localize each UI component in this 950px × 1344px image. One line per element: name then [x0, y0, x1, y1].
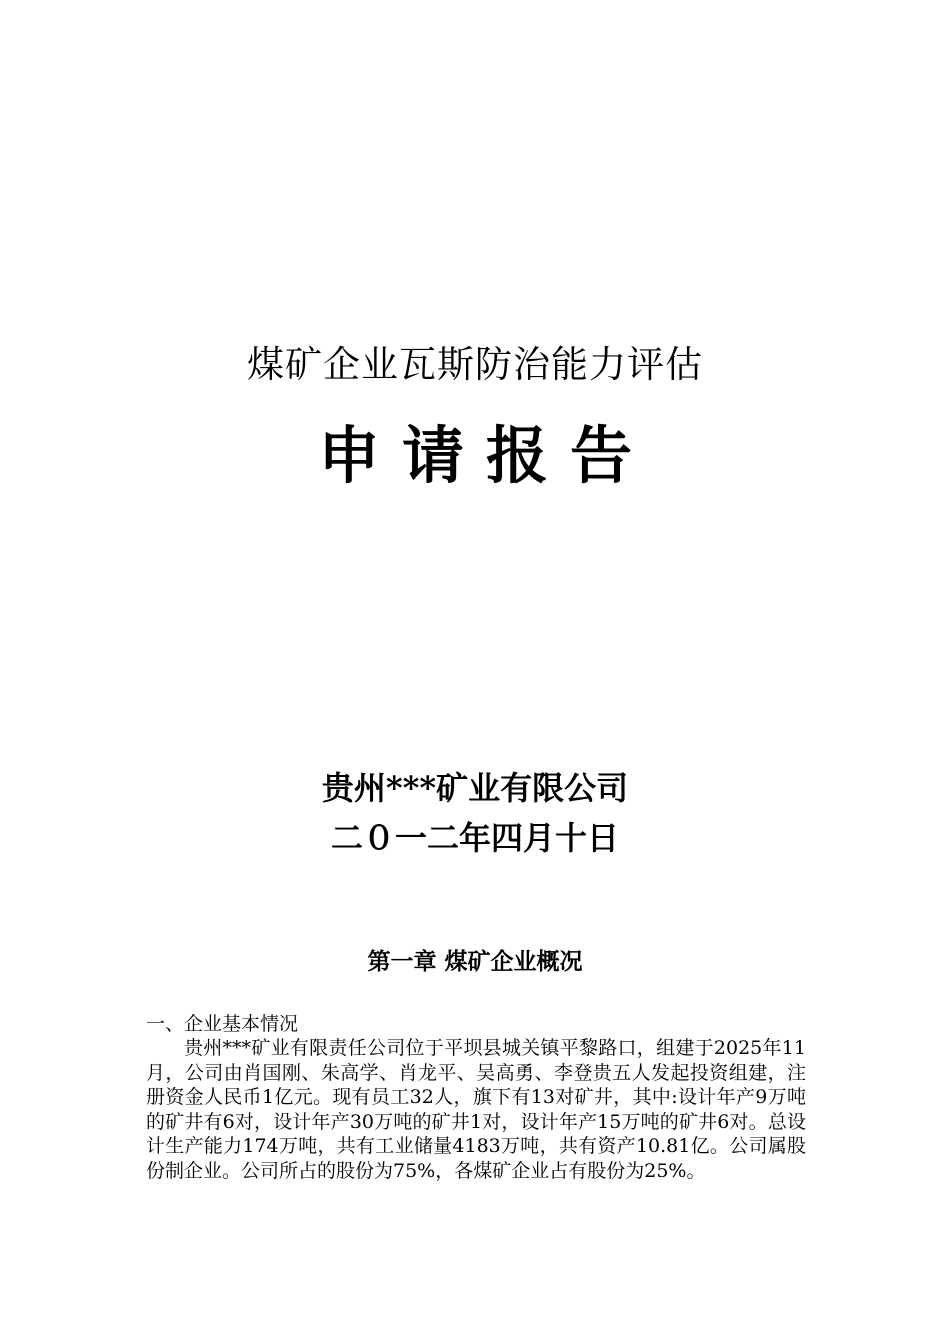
- report-title-line2: 申请报告: [317, 419, 654, 492]
- chapter-heading: 第一章 煤矿企业概况: [367, 948, 583, 975]
- body-paragraph: 贵州***矿业有限责任公司位于平坝县城关镇平黎路口，组建于2025年11月，公司由肖国刚、朱高学、肖龙平、吴高勇、李登贵五人发起投资组建，注册资金人民币1亿元。现有员工32人，旗下有13对矿井，其中:设计年产9万吨的矿井有6对，设计年产30万吨的矿井1对，设计年产15万吨的矿井6对。总设计生产能力174万吨，共有工业储量4183万吨，共有资产10.81亿。公司属股份制企业。公司所占的股份为75%，各煤矿企业占有股份为25%。: [146, 1037, 806, 1182]
- report-date: 二０一二年四月十日: [330, 819, 619, 857]
- company-name: 贵州***矿业有限公司: [321, 769, 629, 807]
- report-title-line1: 煤矿企业瓦斯防治能力评估: [247, 343, 703, 386]
- section-heading: 一、企业基本情况: [146, 1013, 299, 1035]
